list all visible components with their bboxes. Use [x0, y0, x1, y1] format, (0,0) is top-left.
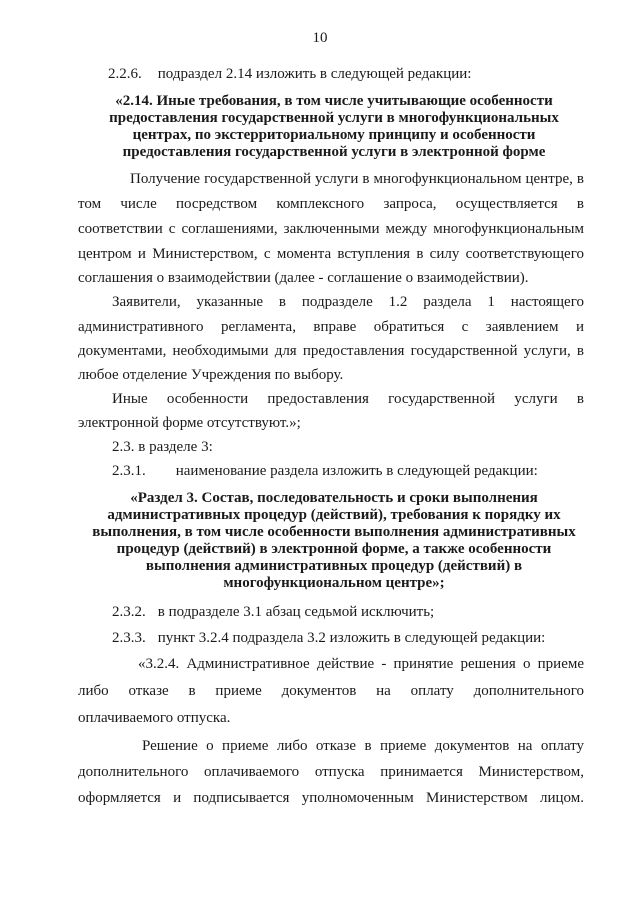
- item-2-3-1: [112, 462, 538, 480]
- page-number: 10: [312, 30, 328, 46]
- paragraph-line: либо отказе в приеме документов на оплату дополнительного: [78, 683, 584, 699]
- item-2-3-3: [112, 629, 545, 647]
- paragraph-line: оформляется и подписывается уполномоченным Министерством лицом.: [78, 790, 584, 806]
- heading-line: «2.14. Иные требования, в том числе учитывающие особенности: [115, 93, 553, 109]
- paragraph-line: соглашения о взаимодействии (далее - соглашение о взаимодействии).: [78, 270, 529, 286]
- paragraph-line: Решение о приеме либо отказе в приеме документов на оплату: [142, 738, 584, 754]
- heading-line: процедур (действий) в электронной форме, а также особенности: [116, 541, 552, 557]
- heading-line: выполнения, в том числе особенности выполнения административных: [92, 524, 576, 540]
- paragraph-line: электронной форме отсутствуют.»;: [78, 415, 301, 431]
- paragraph-line: центром и Министерством, с момента вступления в силу соответствующего: [78, 246, 584, 262]
- item-text: в подразделе 3.1 абзац седьмой исключить;: [157, 604, 435, 620]
- paragraph-line: Заявители, указанные в подразделе 1.2 раздела 1 настоящего: [112, 294, 584, 310]
- paragraph-line: оплачиваемого отпуска.: [78, 710, 231, 726]
- paragraph-line: административного регламента, вправе обратиться с заявлением и: [78, 319, 584, 335]
- heading-line: предоставления государственной услуги в электронной форме: [122, 144, 546, 160]
- item-text: подраздел 2.14 изложить в следующей редакции:: [157, 66, 472, 82]
- heading-line: предоставления государственной услуги в многофункциональных: [109, 110, 559, 126]
- item-2-3-2: [112, 603, 434, 621]
- paragraph-line: Иные особенности предоставления государственной услуги в: [112, 391, 584, 407]
- item-2-2-6: [108, 65, 471, 83]
- item-number: 2.3.1.: [112, 463, 146, 479]
- paragraph-line: дополнительного оплачиваемого отпуска принимается Министерством,: [78, 764, 584, 780]
- item-text: пункт 3.2.4 подраздела 3.2 изложить в следующей редакции:: [157, 630, 546, 646]
- item-number: 2.2.6.: [108, 66, 142, 82]
- heading-line: центрах, по экстерриториальному принципу и особенности: [132, 127, 536, 143]
- item-text: наименование раздела изложить в следующей редакции:: [175, 463, 538, 479]
- heading-line: «Раздел 3. Состав, последовательность и сроки выполнения: [130, 490, 538, 506]
- paragraph-line: «3.2.4. Административное действие - принятие решения о приеме: [138, 656, 584, 672]
- paragraph-line: соответствии с соглашениями, заключенными между многофункциональным: [78, 221, 584, 237]
- item-number: 2.3.3.: [112, 630, 146, 646]
- paragraph-line: любое отделение Учреждения по выбору.: [78, 367, 344, 383]
- heading-line: административных процедур (действий), требования к порядку их: [107, 507, 561, 523]
- paragraph-line: том числе посредством комплексного запроса, осуществляется в: [78, 196, 584, 212]
- paragraph-line: документами, необходимыми для предоставления государственной услуги, в: [78, 343, 584, 359]
- item-number: 2.3.2.: [112, 604, 146, 620]
- heading-line: выполнения административных процедур (действий) в: [145, 558, 523, 574]
- paragraph-line: Получение государственной услуги в многофункциональном центре, в: [130, 171, 584, 187]
- item-2-3: 2.3. в разделе 3:: [112, 439, 213, 455]
- heading-line: многофункциональном центре»;: [223, 575, 445, 591]
